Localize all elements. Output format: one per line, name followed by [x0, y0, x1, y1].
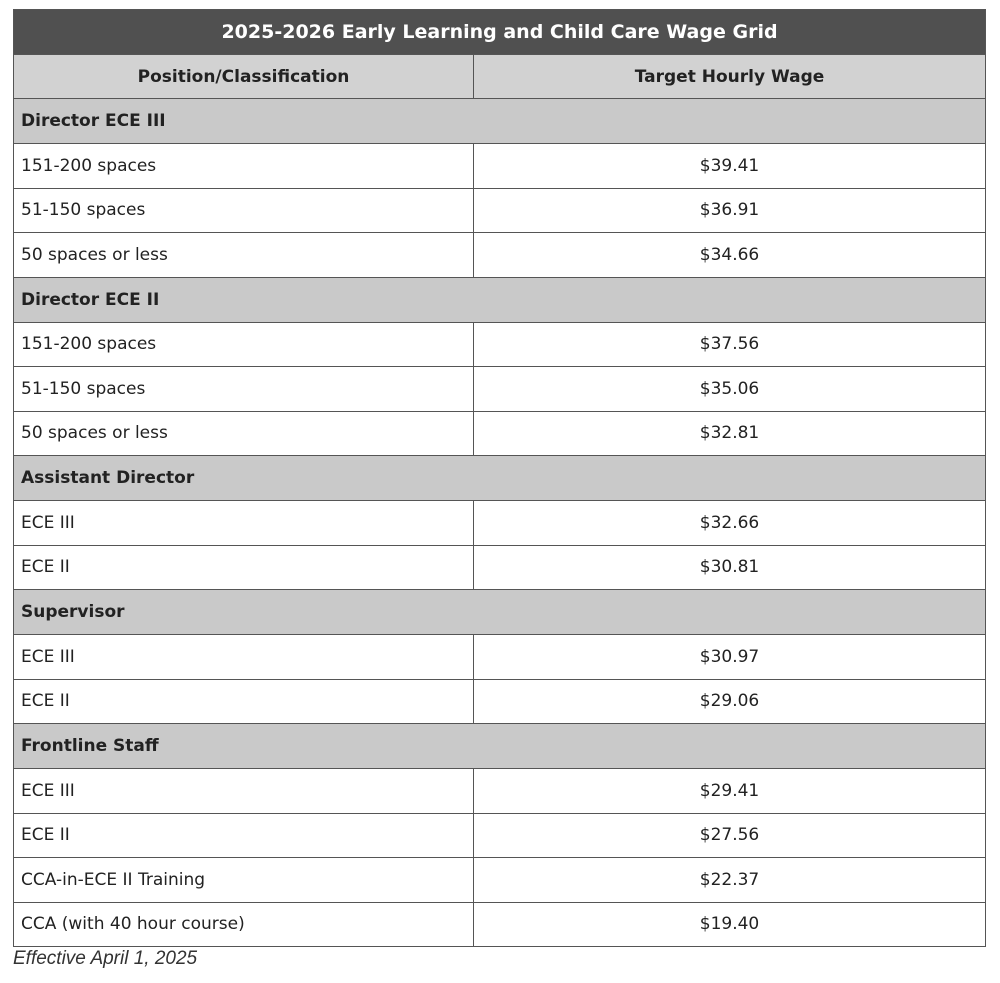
- wage-cell: $34.66: [474, 233, 986, 278]
- table-row: [14, 545, 986, 590]
- table-row: [14, 322, 986, 367]
- wage-cell: $36.91: [474, 188, 986, 233]
- position-cell: ECE II: [14, 679, 474, 724]
- column-header-wage: Target Hourly Wage: [474, 55, 986, 99]
- group-label: Director ECE III: [14, 99, 986, 144]
- table-header-row: [14, 55, 986, 99]
- position-cell: ECE II: [14, 813, 474, 858]
- position-cell: ECE III: [14, 635, 474, 680]
- wage-cell: $37.56: [474, 322, 986, 367]
- table-title-row: [14, 10, 986, 55]
- group-row: [14, 99, 986, 144]
- wage-cell: $27.56: [474, 813, 986, 858]
- table-row: [14, 769, 986, 814]
- group-row: [14, 277, 986, 322]
- position-cell: 51-150 spaces: [14, 367, 474, 412]
- table-row: [14, 411, 986, 456]
- table-row: [14, 902, 986, 947]
- wage-cell: $39.41: [474, 144, 986, 189]
- wage-cell: $32.81: [474, 411, 986, 456]
- group-label: Supervisor: [14, 590, 986, 635]
- table-row: [14, 144, 986, 189]
- group-label: Frontline Staff: [14, 724, 986, 769]
- wage-cell: $30.81: [474, 545, 986, 590]
- wage-cell: $30.97: [474, 635, 986, 680]
- wage-cell: $29.41: [474, 769, 986, 814]
- position-cell: 50 spaces or less: [14, 411, 474, 456]
- wage-cell: $22.37: [474, 858, 986, 903]
- table-title: 2025-2026 Early Learning and Child Care Wage Grid: [14, 10, 986, 55]
- wage-cell: $35.06: [474, 367, 986, 412]
- position-cell: ECE III: [14, 501, 474, 546]
- table-row: [14, 501, 986, 546]
- group-row: [14, 724, 986, 769]
- wage-cell: $29.06: [474, 679, 986, 724]
- table-row: [14, 367, 986, 412]
- table-row: [14, 858, 986, 903]
- position-cell: 50 spaces or less: [14, 233, 474, 278]
- group-label: Director ECE II: [14, 277, 986, 322]
- position-cell: CCA (with 40 hour course): [14, 902, 474, 947]
- table-row: [14, 813, 986, 858]
- position-cell: ECE II: [14, 545, 474, 590]
- group-label: Assistant Director: [14, 456, 986, 501]
- table-row: [14, 635, 986, 680]
- column-header-position: Position/Classification: [14, 55, 474, 99]
- position-cell: ECE III: [14, 769, 474, 814]
- position-cell: CCA-in-ECE II Training: [14, 858, 474, 903]
- table-row: [14, 188, 986, 233]
- table-row: [14, 233, 986, 278]
- table-row: [14, 679, 986, 724]
- group-row: [14, 456, 986, 501]
- position-cell: 151-200 spaces: [14, 144, 474, 189]
- position-cell: 51-150 spaces: [14, 188, 474, 233]
- effective-date-note: Effective April 1, 2025: [13, 948, 198, 969]
- table-body: [14, 99, 986, 947]
- wage-cell: $19.40: [474, 902, 986, 947]
- wage-grid-container: [13, 9, 985, 947]
- wage-grid-table: [13, 9, 986, 947]
- position-cell: 151-200 spaces: [14, 322, 474, 367]
- wage-cell: $32.66: [474, 501, 986, 546]
- group-row: [14, 590, 986, 635]
